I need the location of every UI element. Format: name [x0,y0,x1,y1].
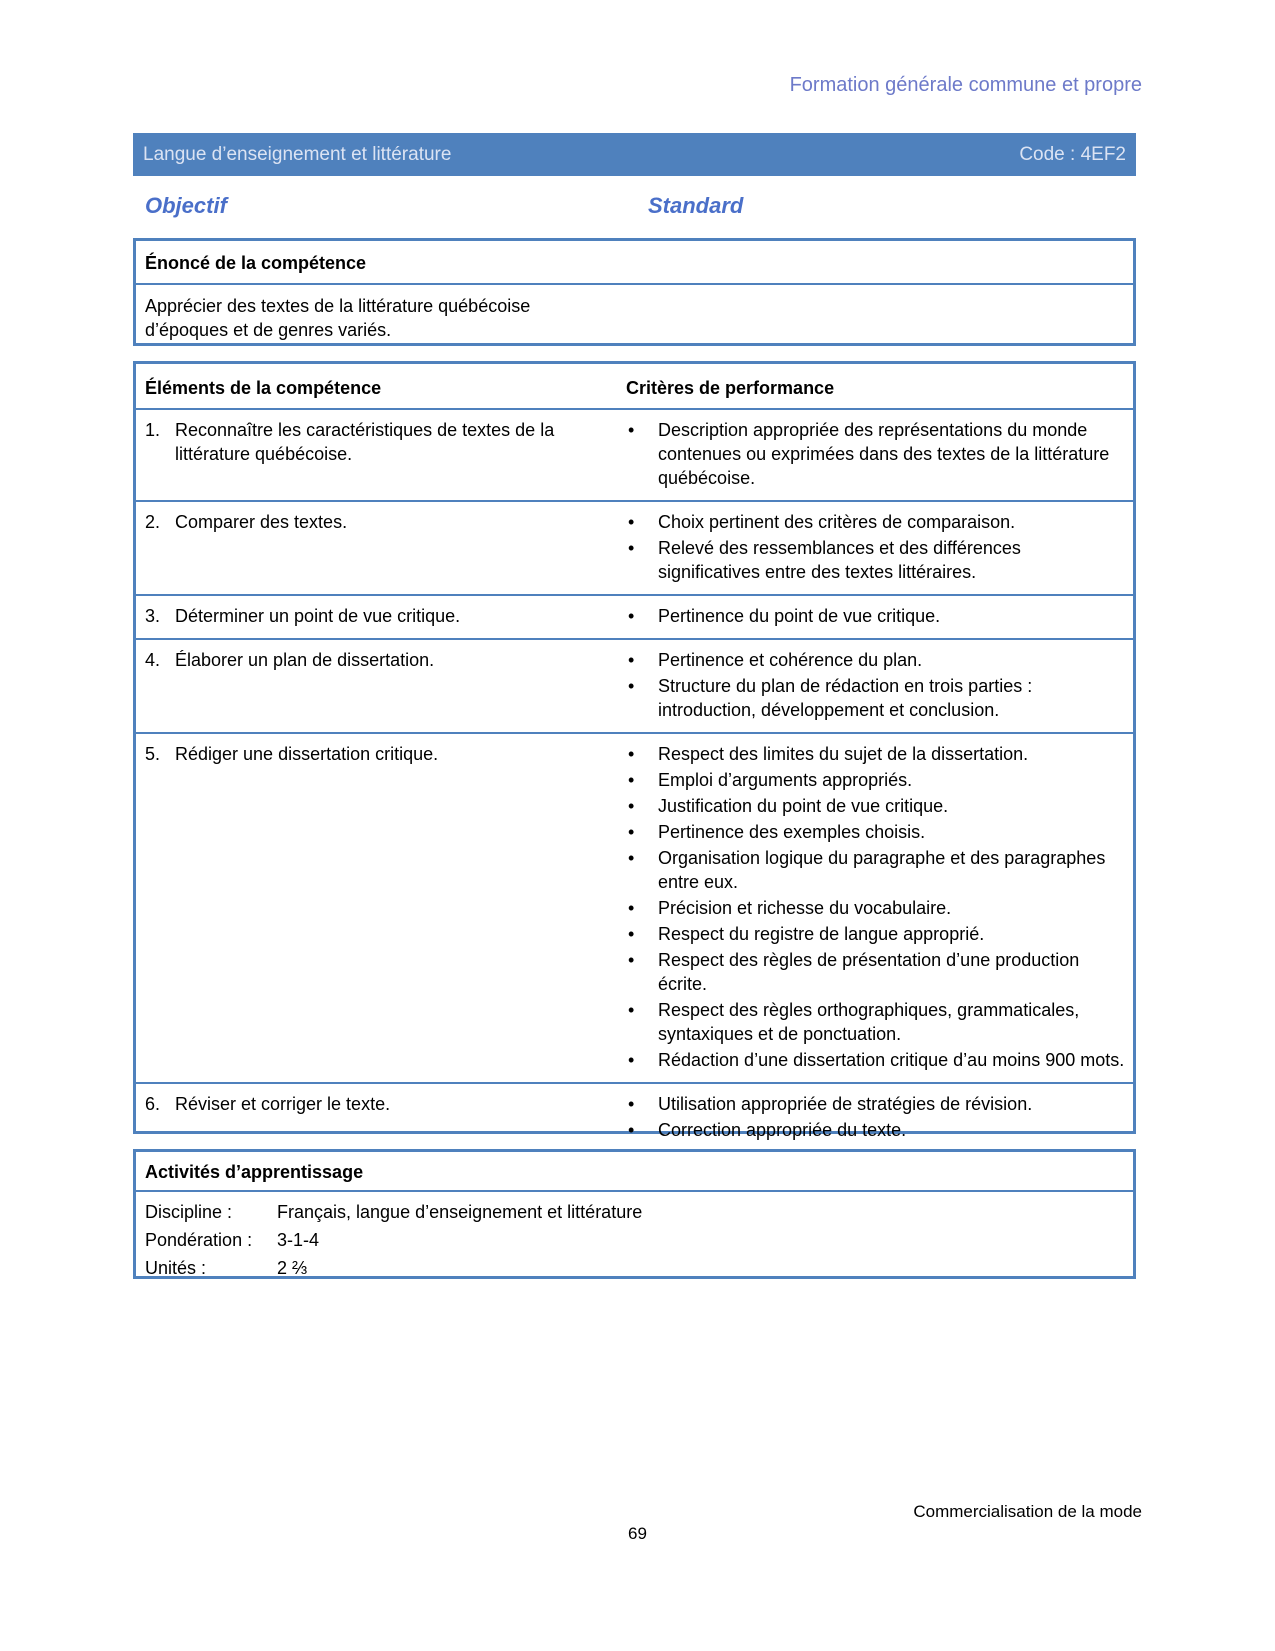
bullet-icon: • [628,420,635,440]
criterion-item [626,510,1125,534]
criteria-cell [626,596,1133,638]
criterion-text: Description appropriée des représentations du monde contenues ou exprimées dans des textes de la littérature québécoise. [658,420,1110,488]
criterion-item [626,648,1125,672]
bullet-icon: • [628,924,635,944]
criteria-cell [626,734,1133,1082]
col-elements-header: Éléments de la compétence [145,378,382,398]
activite-line [145,1254,1124,1282]
criterion-text: Choix pertinent des critères de comparaison. [658,512,1016,532]
criterion-text: Respect du registre de langue approprié. [658,924,985,944]
bullet-icon: • [628,538,635,558]
bullet-icon: • [628,1050,635,1070]
bullet-icon: • [628,650,635,670]
criterion-item [626,674,1125,722]
element-number: 1. [145,420,161,440]
bullet-icon: • [628,606,635,626]
criteria-cell [626,410,1133,500]
criterion-text: Pertinence et cohérence du plan. [658,650,923,670]
criterion-item [626,820,1125,844]
table-row [136,596,1133,640]
criterion-item [626,794,1125,818]
criterion-text: Correction appropriée du texte. [658,1120,907,1140]
element-cell [136,596,626,638]
criterion-text: Organisation logique du paragraphe et des paragraphes entre eux. [658,848,1106,892]
bullet-icon: • [628,848,635,868]
criterion-item [626,1048,1125,1072]
table-row [136,1084,1133,1152]
criterion-text: Respect des limites du sujet de la dissertation. [658,744,1029,764]
element-number: 6. [145,1094,161,1114]
table-row [136,734,1133,1084]
element-text: Déterminer un point de vue critique. [175,606,461,626]
element-number: 5. [145,744,161,764]
element-cell [136,502,626,594]
criterion-item [626,1118,1125,1142]
table-row [136,410,1133,502]
bullet-icon: • [628,770,635,790]
bullet-icon: • [628,744,635,764]
criteria-cell [626,1084,1133,1152]
criterion-text: Utilisation appropriée de stratégies de révision. [658,1094,1033,1114]
element-cell [136,640,626,732]
element-text: Rédiger une dissertation critique. [175,744,439,764]
page-number: 69 [628,1524,647,1543]
element-text: Reconnaître les caractéristiques de textes de la littérature québécoise. [175,420,555,464]
criterion-text: Pertinence des exemples choisis. [658,822,926,842]
criteria-cell [626,502,1133,594]
element-number: 3. [145,606,161,626]
element-number: 4. [145,650,161,670]
criterion-item [626,998,1125,1046]
criterion-item [626,846,1125,894]
enonce-text: Apprécier des textes de la littérature québécoise d’époques et de genres variés. [145,296,531,340]
criterion-item [626,536,1125,584]
bullet-icon: • [628,676,635,696]
bullet-icon: • [628,1120,635,1140]
activite-line [145,1198,1124,1226]
competence-table [133,361,1136,1140]
activite-value: 2 ⅔ [277,1258,308,1278]
criterion-item [626,948,1125,996]
criterion-text: Respect des règles de présentation d’une production écrite. [658,950,1080,994]
activites-title: Activités d’apprentissage [136,1152,1133,1192]
activite-key: Pondération : [145,1230,253,1250]
criterion-item [626,922,1125,946]
course-code: Code : 4EF2 [1019,143,1126,165]
criterion-item [626,768,1125,792]
criterion-text: Justification du point de vue critique. [658,796,949,816]
criterion-item [626,604,1125,628]
criterion-text: Rédaction d’une dissertation critique d’au moins 900 mots. [658,1050,1125,1070]
element-text: Élaborer un plan de dissertation. [175,650,435,670]
objectif-label: Objectif [145,193,227,218]
criterion-item [626,896,1125,920]
table-row [136,502,1133,596]
criterion-item [626,742,1125,766]
col-criteres-header: Critères de performance [626,378,835,398]
bullet-icon: • [628,512,635,532]
criterion-item [626,418,1125,490]
objectif-standard-labels [145,193,765,219]
activite-line [145,1226,1124,1254]
standard-label: Standard [648,193,744,218]
activite-key: Unités : [145,1258,207,1278]
running-header: Formation générale commune et propre [789,74,1142,96]
criterion-text: Relevé des ressemblances et des différences significatives entre des textes littéraires. [658,538,1021,582]
activite-value: 3-1-4 [277,1230,320,1250]
bullet-icon: • [628,822,635,842]
bullet-icon: • [628,796,635,816]
table-header-row [136,364,1133,410]
running-footer: Commercialisation de la mode [913,1502,1142,1521]
bullet-icon: • [628,1094,635,1114]
element-text: Réviser et corriger le texte. [175,1094,391,1114]
criterion-text: Précision et richesse du vocabulaire. [658,898,952,918]
criterion-text: Emploi d’arguments appropriés. [658,770,913,790]
bullet-icon: • [628,1000,635,1020]
course-title: Langue d’enseignement et littérature [143,143,452,165]
bullet-icon: • [628,950,635,970]
element-cell [136,734,626,1082]
enonce-title: Énoncé de la compétence [136,241,1133,285]
activites-box [133,1149,1136,1279]
table-row [136,640,1133,734]
element-cell [136,1084,626,1152]
criteria-cell [626,640,1133,732]
course-banner [133,133,1136,176]
activite-value: Français, langue d’enseignement et littérature [277,1202,643,1222]
element-text: Comparer des textes. [175,512,348,532]
enonce-box [133,238,1136,346]
criterion-item [626,1092,1125,1116]
activite-key: Discipline : [145,1202,233,1222]
criterion-text: Structure du plan de rédaction en trois parties : introduction, développement et conclusion. [658,676,1033,720]
criterion-text: Respect des règles orthographiques, grammaticales, syntaxiques et de ponctuation. [658,1000,1080,1044]
element-number: 2. [145,512,161,532]
bullet-icon: • [628,898,635,918]
element-cell [136,410,626,500]
criterion-text: Pertinence du point de vue critique. [658,606,941,626]
